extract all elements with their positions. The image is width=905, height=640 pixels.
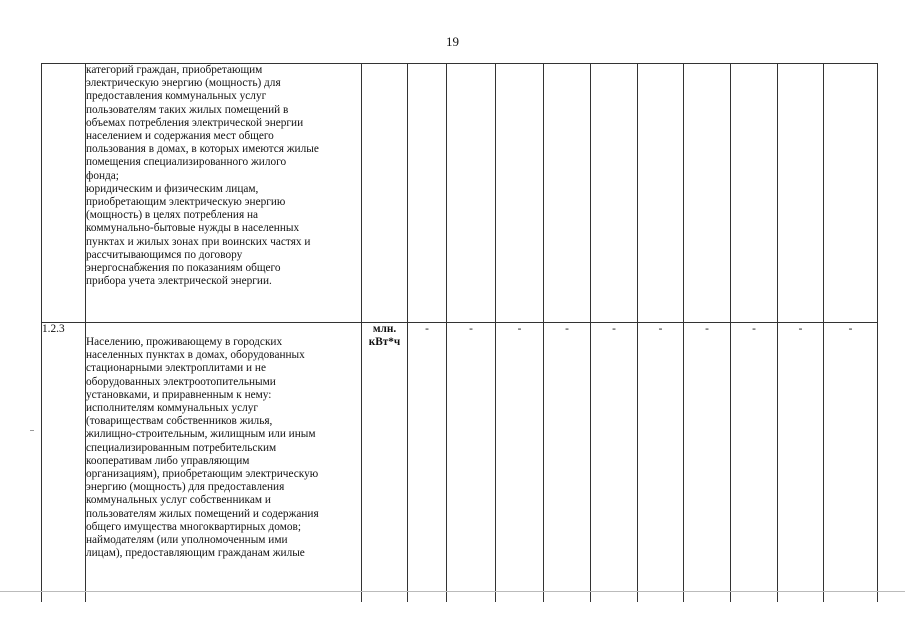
row-description: Населению, проживающему в городских населенных пунктах в домах, оборудованных стационарными электроплитами и не оборудованных электроотопительными установками, и приравненным к нему: исполнителям коммунальных услуг (товариществам собственников жилья, жилищно-строительным, жилищным или иным специализированным потребительским кооперативам либо управляющим организациям), приобретающим электрическую энергию (мощность) для предоставления коммунальных услуг собственникам и пользователям жилых помещений и содержания общего имущества многоквартирных домов; наймодателям (или уполномоченным ими лицам), предоставляющим гражданам жилые (86, 323, 362, 603)
value-cell (638, 64, 684, 323)
value-cell (408, 64, 447, 323)
scan-mark (30, 430, 34, 431)
value-cell (544, 64, 591, 323)
row-unit: млн. кВт*ч (362, 323, 408, 603)
value-cell (731, 64, 778, 323)
row-number (42, 64, 86, 323)
page-bottom-rule (0, 591, 905, 592)
value-cell: - (544, 323, 591, 603)
value-cell (824, 64, 878, 323)
value-cell: - (408, 323, 447, 603)
table-row (42, 64, 878, 323)
value-cell: - (496, 323, 544, 603)
value-cell: - (591, 323, 638, 603)
value-cell: - (684, 323, 731, 603)
value-cell (496, 64, 544, 323)
value-cell (591, 64, 638, 323)
page-number: 19 (446, 34, 459, 49)
value-cell: - (447, 323, 496, 603)
value-cell: - (731, 323, 778, 603)
table-row (42, 323, 878, 603)
value-cell (778, 64, 824, 323)
value-cell: - (778, 323, 824, 603)
value-cell (447, 64, 496, 323)
row-unit (362, 64, 408, 323)
value-cell: - (638, 323, 684, 603)
value-cell (684, 64, 731, 323)
tariff-table (41, 63, 878, 602)
row-number: 1.2.3 (42, 323, 86, 603)
row-description: категорий граждан, приобретающим электрическую энергию (мощность) для предоставления коммунальных услуг пользователям таких жилых помещений в объемах потребления электрической энергии населением и содержания мест общего пользования в домах, в которых имеются жилые помещения специализированного жилого фонда; юридическим и физическим лицам, приобретающим электрическую энергию (мощность) в целях потребления на коммунально-бытовые нужды в населенных пунктах и жилых зонах при воинских частях и рассчитывающимся по договору энергоснабжения по показаниям общего прибора учета электрической энергии. (86, 64, 362, 323)
value-cell: - (824, 323, 878, 603)
